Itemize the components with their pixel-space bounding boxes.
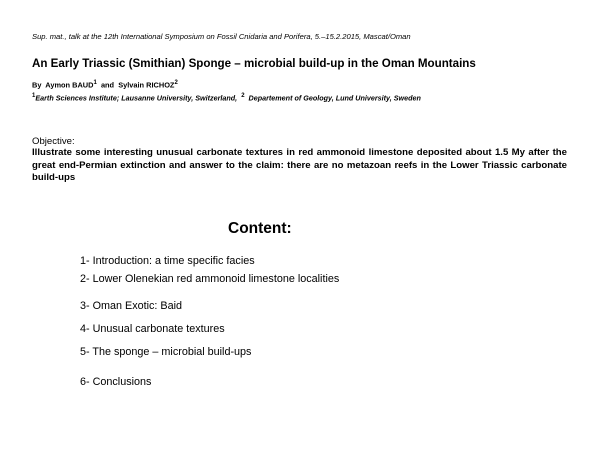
toc-item-2: 2- Lower Olenekian red ammonoid limestone localities: [80, 273, 340, 285]
affiliation-1: Earth Sciences Institute; Lausanne University, Switzerland,: [35, 93, 238, 103]
affiliation-1-sup: 1: [32, 93, 36, 99]
toc-item-5: 5- The sponge – microbial build-ups: [80, 346, 252, 358]
affiliation-2-sup: 2: [241, 93, 245, 99]
toc-item-1: 1- Introduction: a time specific facies: [80, 255, 255, 267]
authors-conjunction: and: [100, 80, 115, 90]
content-heading: Content:: [228, 220, 292, 237]
objective-text: Illustrate some interesting unusual carbonate textures in red ammonoid limestone deposited about 1.5 My after the great end-Permian extinction and answer to the claim: there are no metazoan reefs in the Lower Triassic carbonate build-ups: [32, 147, 567, 184]
affiliation-2: Departement of Geology, Lund University, Sweden: [248, 93, 421, 103]
author-2-sup: 2: [174, 80, 178, 86]
toc-item-4: 4- Unusual carbonate textures: [80, 323, 225, 335]
page-title: An Early Triassic (Smithian) Sponge – microbial build-up in the Oman Mountains: [32, 57, 476, 70]
authors-line: [32, 80, 178, 89]
author-1-sup: 1: [93, 80, 97, 86]
toc-item-6: 6- Conclusions: [80, 376, 152, 388]
affiliations-line: [32, 93, 421, 102]
authors-prefix: By: [32, 80, 42, 90]
toc-item-3: 3- Oman Exotic: Baid: [80, 300, 183, 312]
author-2: Sylvain RICHOZ: [118, 80, 175, 90]
author-1: Aymon BAUD: [45, 80, 94, 90]
objective-label: Objective:: [32, 136, 75, 147]
header-note: Sup. mat., talk at the 12th International Symposium on Fossil Cnidaria and Porifera, 5.–15.2.2015, Mascat/Oman: [32, 32, 411, 41]
